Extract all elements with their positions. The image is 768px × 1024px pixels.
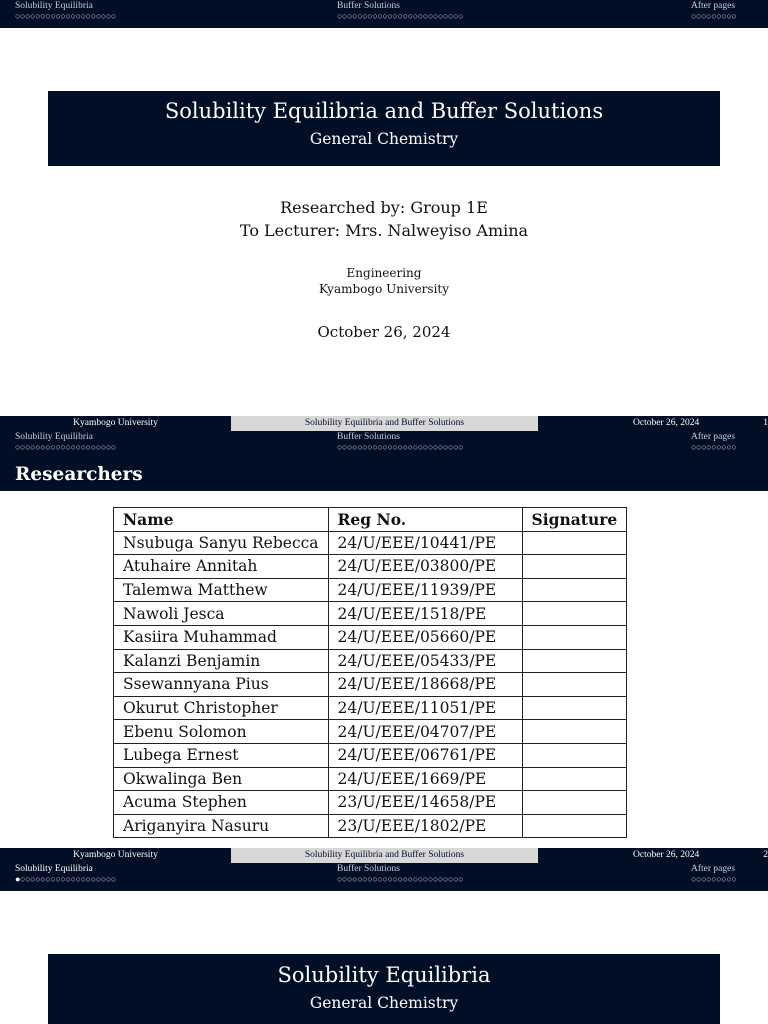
header-signature: Signature: [522, 508, 627, 532]
nav-frame-dot[interactable]: ○: [716, 11, 722, 21]
header-name: Name: [114, 508, 329, 532]
cell-reg-no: 24/U/EEE/1518/PE: [328, 602, 522, 626]
nav-frame-dot[interactable]: ○: [432, 874, 438, 884]
cell-name: Okwalinga Ben: [114, 767, 329, 791]
nav-frame-dot[interactable]: ○: [40, 11, 46, 21]
nav-frame-dot[interactable]: ○: [442, 442, 449, 452]
nav-frame-dot[interactable]: ○: [402, 874, 408, 884]
cell-signature: [522, 791, 627, 815]
author-line: Researched by: Group 1E: [280, 198, 488, 217]
nav-frame-dot[interactable]: ○: [70, 874, 76, 884]
table-row: [114, 555, 627, 579]
nav-frame-dot[interactable]: ○: [397, 11, 403, 21]
table-row: [114, 814, 627, 838]
nav-frame-dot[interactable]: ○: [701, 11, 707, 21]
nav-frame-dot[interactable]: ○: [453, 442, 459, 452]
nav-frame-dot[interactable]: ○: [716, 442, 722, 452]
nav-frame-dot[interactable]: ○: [105, 874, 111, 884]
nav-frame-dot[interactable]: ○: [352, 442, 358, 452]
nav-frame-dots[interactable]: [15, 12, 116, 21]
nav-section-2[interactable]: [337, 0, 463, 21]
nav-frame-dots[interactable]: [691, 12, 736, 21]
cell-name: Ebenu Solomon: [114, 720, 329, 744]
nav-frame-dot[interactable]: ○: [55, 442, 61, 452]
cell-signature: [522, 673, 627, 697]
nav-frame-dot[interactable]: ○: [15, 442, 21, 452]
nav-section-title: After pages: [691, 1, 736, 11]
nav-frame-dot[interactable]: ○: [367, 874, 373, 884]
nav-frame-dot[interactable]: ○: [35, 442, 41, 452]
nav-frame-dot[interactable]: ○: [711, 874, 717, 884]
nav-frame-dot[interactable]: ○: [20, 11, 26, 21]
nav-frame-dot[interactable]: ○: [30, 11, 36, 21]
nav-frame-dot[interactable]: ○: [110, 874, 116, 884]
nav-frame-dot[interactable]: ○: [721, 11, 727, 21]
slide2-nav-bar: [0, 431, 768, 459]
table-row: [114, 673, 627, 697]
nav-frame-dot[interactable]: ○: [392, 874, 398, 884]
nav-frame-dot[interactable]: ○: [40, 874, 46, 884]
nav-frame-dot[interactable]: ○: [691, 874, 697, 884]
nav-frame-dots[interactable]: [337, 875, 463, 884]
nav-frame-dot[interactable]: ○: [387, 442, 393, 452]
nav-frame-dot[interactable]: ○: [357, 874, 363, 884]
nav-section-2[interactable]: [337, 431, 463, 452]
nav-frame-dot[interactable]: ○: [90, 874, 96, 884]
footer-page-number: 1: [763, 418, 768, 428]
cell-name: Ariganyira Nasuru: [114, 814, 329, 838]
nav-section-3[interactable]: [691, 0, 736, 21]
nav-frame-dot[interactable]: ○: [90, 442, 96, 452]
header-reg-no: Reg No.: [328, 508, 522, 532]
nav-frame-dot[interactable]: ○: [367, 442, 373, 452]
nav-frame-dot[interactable]: ○: [422, 874, 428, 884]
footer-date-page: [538, 416, 768, 431]
nav-frame-dot[interactable]: ○: [55, 874, 61, 884]
nav-frame-dot[interactable]: ○: [422, 442, 428, 452]
cell-reg-no: 24/U/EEE/11939/PE: [328, 578, 522, 602]
nav-frame-dots[interactable]: [337, 12, 463, 21]
cell-name: Ssewannyana Pius: [114, 673, 329, 697]
cell-reg-no: 24/U/EEE/06761/PE: [328, 743, 522, 767]
table-row: [114, 531, 627, 555]
footer-title: Solubility Equilibria and Buffer Solutions: [231, 416, 538, 431]
table-row: [114, 602, 627, 626]
nav-frame-dot[interactable]: ○: [100, 11, 106, 21]
cell-reg-no: 24/U/EEE/05433/PE: [328, 649, 522, 673]
nav-frame-dot[interactable]: ○: [337, 11, 343, 21]
nav-frame-dot[interactable]: ○: [110, 442, 116, 452]
nav-frame-dot[interactable]: ○: [65, 11, 71, 21]
nav-frame-dot[interactable]: ○: [417, 874, 423, 884]
nav-frame-dot[interactable]: ○: [90, 11, 96, 21]
nav-frame-dots[interactable]: [15, 875, 116, 884]
nav-frame-dot[interactable]: ○: [691, 11, 697, 21]
nav-frame-dot[interactable]: ○: [726, 11, 732, 21]
table-row: [114, 791, 627, 815]
nav-frame-dot[interactable]: ○: [45, 442, 51, 452]
nav-section-title: Buffer Solutions: [337, 432, 400, 442]
nav-section-title: After pages: [691, 432, 736, 442]
cell-name: Talemwa Matthew: [114, 578, 329, 602]
nav-frame-dot[interactable]: ○: [726, 442, 732, 452]
nav-frame-dot[interactable]: ○: [731, 874, 737, 884]
cell-signature: [522, 602, 627, 626]
nav-frame-dot[interactable]: ○: [437, 874, 443, 884]
nav-frame-dot[interactable]: ○: [402, 442, 408, 452]
cell-signature: [522, 578, 627, 602]
nav-frame-dot[interactable]: ○: [407, 442, 413, 452]
nav-frame-dot[interactable]: ○: [448, 11, 454, 21]
cell-reg-no: 24/U/EEE/18668/PE: [328, 673, 522, 697]
nav-frame-dot[interactable]: ○: [362, 11, 368, 21]
cell-name: Acuma Stephen: [114, 791, 329, 815]
nav-frame-dot[interactable]: ○: [20, 874, 26, 884]
nav-frame-dot[interactable]: ○: [696, 442, 702, 452]
nav-frame-dot[interactable]: ○: [75, 11, 81, 21]
nav-frame-dot[interactable]: ○: [701, 874, 707, 884]
nav-frame-dot[interactable]: ○: [716, 874, 722, 884]
nav-frame-dot[interactable]: ○: [85, 11, 91, 21]
cell-reg-no: 24/U/EEE/10441/PE: [328, 531, 522, 555]
slide1-footer: [0, 416, 768, 431]
nav-frame-dot[interactable]: ○: [407, 11, 413, 21]
nav-frame-dot[interactable]: ○: [377, 874, 383, 884]
nav-frame-dot[interactable]: ○: [25, 442, 31, 452]
table-row: [114, 696, 627, 720]
footer-date-page: [538, 848, 768, 863]
nav-frame-dot[interactable]: ○: [362, 442, 368, 452]
nav-frame-dot[interactable]: ○: [412, 442, 418, 452]
nav-frame-dot[interactable]: ○: [427, 874, 433, 884]
nav-frame-dot[interactable]: ○: [407, 874, 413, 884]
cell-name: Nawoli Jesca: [114, 602, 329, 626]
cell-name: Atuhaire Annitah: [114, 555, 329, 579]
nav-frame-dot[interactable]: ○: [35, 874, 41, 884]
cell-signature: [522, 625, 627, 649]
nav-section-3[interactable]: [691, 431, 736, 452]
cell-signature: [522, 696, 627, 720]
nav-section-title: Buffer Solutions: [337, 1, 400, 11]
nav-section-title: After pages: [691, 864, 736, 874]
cell-signature: [522, 814, 627, 838]
nav-frame-dot[interactable]: ○: [30, 874, 36, 884]
nav-frame-dot[interactable]: ○: [347, 11, 353, 21]
nav-frame-dot[interactable]: ○: [387, 874, 393, 884]
nav-frame-dot[interactable]: ○: [402, 11, 408, 21]
nav-frame-dot[interactable]: ○: [442, 11, 449, 21]
nav-frame-dot[interactable]: ○: [95, 874, 101, 884]
nav-frame-dot[interactable]: ○: [458, 874, 464, 884]
nav-frame-dot[interactable]: ○: [80, 874, 86, 884]
nav-frame-dot[interactable]: ○: [392, 442, 398, 452]
nav-frame-dot[interactable]: ○: [95, 11, 101, 21]
cell-signature: [522, 555, 627, 579]
nav-frame-dot[interactable]: ○: [448, 874, 454, 884]
nav-frame-dot[interactable]: ○: [50, 442, 56, 452]
nav-section-title: Solubility Equilibria: [15, 864, 93, 874]
nav-frame-dot[interactable]: ○: [65, 442, 71, 452]
nav-frame-dot[interactable]: ○: [458, 442, 464, 452]
nav-frame-dot[interactable]: ○: [417, 442, 423, 452]
nav-frame-dot[interactable]: ○: [80, 11, 86, 21]
nav-section-3[interactable]: [691, 863, 736, 884]
nav-frame-dot[interactable]: ○: [85, 874, 91, 884]
cell-reg-no: 24/U/EEE/05660/PE: [328, 625, 522, 649]
nav-frame-dot[interactable]: ○: [85, 442, 91, 452]
cell-signature: [522, 743, 627, 767]
nav-frame-dot[interactable]: ○: [731, 11, 737, 21]
nav-frame-dots[interactable]: [337, 443, 463, 452]
nav-frame-dot[interactable]: ○: [347, 874, 353, 884]
nav-section-1[interactable]: [15, 431, 116, 452]
nav-frame-dot[interactable]: ○: [75, 874, 81, 884]
nav-frame-dot[interactable]: ○: [437, 11, 443, 21]
nav-section-1[interactable]: [15, 0, 116, 21]
cell-reg-no: 24/U/EEE/03800/PE: [328, 555, 522, 579]
nav-frame-dot[interactable]: ○: [352, 11, 358, 21]
nav-frame-dot[interactable]: ○: [75, 442, 81, 452]
nav-frame-dot[interactable]: ○: [721, 442, 727, 452]
nav-frame-dot[interactable]: ○: [100, 874, 106, 884]
nav-frame-dot[interactable]: ○: [342, 442, 348, 452]
frame-title: Researchers: [0, 459, 768, 491]
cell-signature: [522, 531, 627, 555]
nav-frame-dot[interactable]: ○: [382, 442, 388, 452]
lecturer-line: To Lecturer: Mrs. Nalweyiso Amina: [239, 221, 529, 240]
cell-reg-no: 24/U/EEE/1669/PE: [328, 767, 522, 791]
nav-frame-dot[interactable]: ○: [691, 442, 697, 452]
cell-reg-no: 24/U/EEE/04707/PE: [328, 720, 522, 744]
nav-frame-dot[interactable]: ○: [432, 11, 438, 21]
institute-name: Kyambogo University: [318, 282, 450, 296]
nav-frame-dot[interactable]: ○: [347, 442, 353, 452]
nav-section-1[interactable]: [15, 863, 116, 884]
nav-frame-dot[interactable]: ○: [696, 874, 702, 884]
slide3-nav-bar: [0, 863, 768, 891]
nav-frame-dot[interactable]: ○: [432, 442, 438, 452]
cell-signature: [522, 767, 627, 791]
table-row: [114, 720, 627, 744]
nav-frame-dot[interactable]: ○: [372, 874, 378, 884]
nav-frame-dot[interactable]: ○: [362, 874, 368, 884]
nav-frame-dot[interactable]: ○: [458, 11, 464, 21]
nav-frame-dot[interactable]: ○: [50, 11, 56, 21]
nav-frame-dot[interactable]: ○: [706, 874, 712, 884]
nav-frame-dot[interactable]: ○: [60, 874, 66, 884]
section-title: Solubility Equilibria: [277, 963, 491, 987]
cell-name: Kalanzi Benjamin: [114, 649, 329, 673]
footer-institution: Kyambogo University: [0, 848, 231, 863]
nav-section-2[interactable]: [337, 863, 463, 884]
nav-frame-dot[interactable]: ○: [25, 874, 31, 884]
nav-frame-dot[interactable]: ○: [377, 442, 383, 452]
nav-frame-dot[interactable]: ●: [15, 874, 21, 884]
nav-frame-dot[interactable]: ○: [387, 11, 393, 21]
nav-frame-dot[interactable]: ○: [442, 874, 449, 884]
table-row: [114, 578, 627, 602]
nav-frame-dot[interactable]: ○: [80, 442, 86, 452]
nav-frame-dot[interactable]: ○: [721, 874, 727, 884]
nav-frame-dot[interactable]: ○: [711, 11, 717, 21]
nav-frame-dot[interactable]: ○: [30, 442, 36, 452]
cell-name: Kasiira Muhammad: [114, 625, 329, 649]
slide1-nav-bar: [0, 0, 768, 28]
nav-frame-dot[interactable]: ○: [105, 442, 111, 452]
nav-frame-dot[interactable]: ○: [711, 442, 717, 452]
title-box: [48, 91, 720, 166]
nav-frame-dot[interactable]: ○: [372, 442, 378, 452]
nav-frame-dot[interactable]: ○: [422, 11, 428, 21]
title-slide: [0, 28, 768, 416]
cell-name: Nsubuga Sanyu Rebecca: [114, 531, 329, 555]
nav-frame-dot[interactable]: ○: [453, 11, 459, 21]
nav-frame-dot[interactable]: ○: [95, 442, 101, 452]
nav-frame-dot[interactable]: ○: [45, 11, 51, 21]
cell-reg-no: 23/U/EEE/1802/PE: [328, 814, 522, 838]
nav-frame-dot[interactable]: ○: [50, 874, 56, 884]
researchers-table: [113, 507, 627, 838]
section-title-box: [48, 954, 720, 1024]
nav-frame-dot[interactable]: ○: [701, 442, 707, 452]
nav-frame-dot[interactable]: ○: [55, 11, 61, 21]
nav-frame-dot[interactable]: ○: [427, 11, 433, 21]
nav-frame-dot[interactable]: ○: [342, 11, 348, 21]
footer-title: Solubility Equilibria and Buffer Solutions: [231, 848, 538, 863]
nav-frame-dot[interactable]: ○: [367, 11, 373, 21]
nav-frame-dot[interactable]: ○: [382, 11, 388, 21]
nav-frame-dots[interactable]: [691, 875, 736, 884]
nav-frame-dot[interactable]: ○: [412, 874, 418, 884]
nav-frame-dot[interactable]: ○: [40, 442, 46, 452]
cell-name: Lubega Ernest: [114, 743, 329, 767]
nav-frame-dot[interactable]: ○: [70, 11, 76, 21]
nav-frame-dots[interactable]: [691, 443, 736, 452]
nav-frame-dot[interactable]: ○: [448, 442, 454, 452]
nav-frame-dot[interactable]: ○: [70, 442, 76, 452]
nav-frame-dot[interactable]: ○: [337, 442, 343, 452]
slide2-footer: [0, 848, 768, 863]
nav-frame-dot[interactable]: ○: [372, 11, 378, 21]
nav-section-title: Solubility Equilibria: [15, 1, 93, 11]
nav-section-title: Buffer Solutions: [337, 864, 400, 874]
slide-title: Solubility Equilibria and Buffer Solutions: [164, 99, 604, 123]
nav-frame-dot[interactable]: ○: [397, 442, 403, 452]
institute-dept: Engineering: [346, 266, 422, 280]
nav-frame-dot[interactable]: ○: [15, 11, 21, 21]
nav-frame-dot[interactable]: ○: [726, 874, 732, 884]
nav-frame-dot[interactable]: ○: [412, 11, 418, 21]
cell-reg-no: 23/U/EEE/14658/PE: [328, 791, 522, 815]
nav-frame-dot[interactable]: ○: [60, 11, 66, 21]
nav-frame-dot[interactable]: ○: [427, 442, 433, 452]
cell-signature: [522, 720, 627, 744]
nav-frame-dot[interactable]: ○: [731, 442, 737, 452]
cell-signature: [522, 649, 627, 673]
nav-frame-dot[interactable]: ○: [437, 442, 443, 452]
nav-frame-dot[interactable]: ○: [397, 874, 403, 884]
nav-frame-dot[interactable]: ○: [45, 874, 51, 884]
nav-frame-dot[interactable]: ○: [105, 11, 111, 21]
table-row: [114, 649, 627, 673]
nav-frame-dot[interactable]: ○: [65, 874, 71, 884]
footer-date: October 26, 2024: [633, 418, 700, 428]
footer-institution: Kyambogo University: [0, 416, 231, 431]
nav-frame-dot[interactable]: ○: [357, 442, 363, 452]
nav-frame-dot[interactable]: ○: [35, 11, 41, 21]
nav-frame-dot[interactable]: ○: [357, 11, 363, 21]
presentation-date: October 26, 2024: [317, 323, 451, 341]
nav-frame-dot[interactable]: ○: [60, 442, 66, 452]
table-row: [114, 625, 627, 649]
nav-frame-dot[interactable]: ○: [377, 11, 383, 21]
nav-frame-dot[interactable]: ○: [417, 11, 423, 21]
section-slide: [0, 891, 768, 1024]
cell-reg-no: 24/U/EEE/11051/PE: [328, 696, 522, 720]
nav-frame-dot[interactable]: ○: [382, 874, 388, 884]
nav-frame-dot[interactable]: ○: [337, 874, 343, 884]
nav-section-title: Solubility Equilibria: [15, 432, 93, 442]
table-row: [114, 767, 627, 791]
nav-frame-dot[interactable]: ○: [696, 11, 702, 21]
footer-date: October 26, 2024: [633, 850, 700, 860]
table-row: [114, 743, 627, 767]
nav-frame-dot[interactable]: ○: [20, 442, 26, 452]
section-subtitle: General Chemistry: [309, 994, 459, 1012]
nav-frame-dot[interactable]: ○: [352, 874, 358, 884]
footer-page-number: 2: [763, 850, 768, 860]
nav-frame-dots[interactable]: [15, 443, 116, 452]
slide-subtitle: General Chemistry: [309, 130, 459, 148]
nav-frame-dot[interactable]: ○: [25, 11, 31, 21]
table-header-row: [114, 508, 627, 532]
cell-name: Okurut Christopher: [114, 696, 329, 720]
nav-frame-dot[interactable]: ○: [100, 442, 106, 452]
nav-frame-dot[interactable]: ○: [110, 11, 116, 21]
nav-frame-dot[interactable]: ○: [342, 874, 348, 884]
nav-frame-dot[interactable]: ○: [453, 874, 459, 884]
nav-frame-dot[interactable]: ○: [706, 11, 712, 21]
nav-frame-dot[interactable]: ○: [706, 442, 712, 452]
nav-frame-dot[interactable]: ○: [392, 11, 398, 21]
